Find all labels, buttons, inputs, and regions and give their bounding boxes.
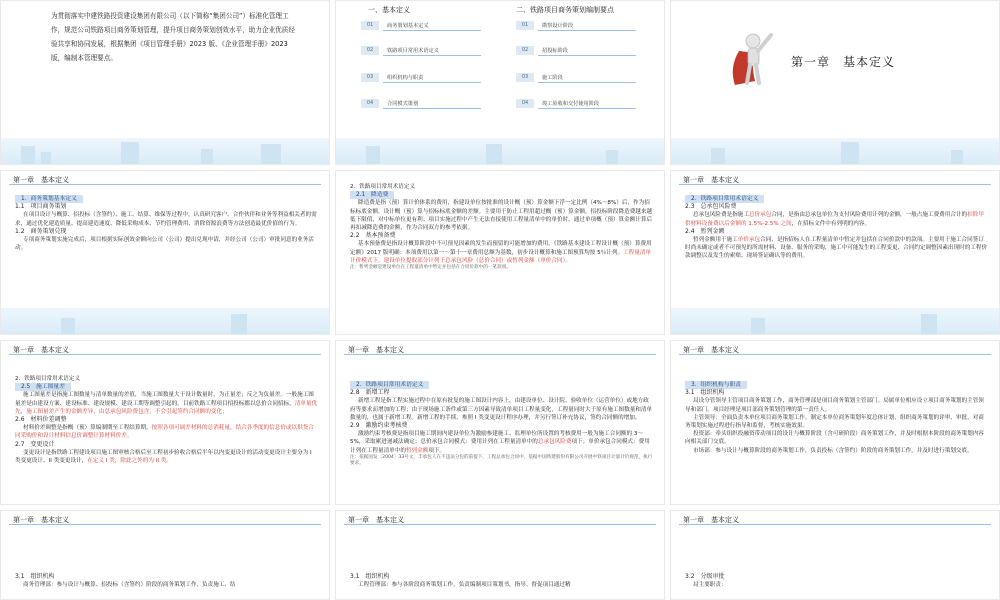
section-badge: 2．铁路项目常用术语定义 bbox=[685, 195, 764, 203]
slide-body: 2．铁路项目常用术语定义 2.5 施工图量差 施工图量差是指施工图数量与清单数量的差值，当施工图数量大于设计数量时，为正量差；反之为负量差。一般施工图量差是由建设方案、建设标准、建设规模、建设工期等调整引起的。目前铁路工程项目招投标都以总价合同招标，清单量优先，施工图量差产生的金额差异，由总承包风险费包含，不会引起签约合同额的变化； 2.6 材料价差调整 材料价差调整是指概（预）算编制期至工程结算期，按照各项可调差材料的总消耗量，结合各季度的信息价或以供货合同采购价和设计材料信息价调整计算材料价差。 2.7 变更设计 变更设计是指铁路工程建设项目施工图审核合格后至工程初步验收合格后半年以内变更设计的活动变更设计主要分为 I 类变更设计、II 类变更设计，在定义 I 类，除此之外的为 II 类。 bbox=[15, 376, 318, 465]
slide-header: 第一章 基本定义 bbox=[683, 516, 739, 524]
section-badge: 1．商务策划基本定义 bbox=[15, 195, 83, 203]
slide-header: 第一章 基本定义 bbox=[683, 346, 739, 354]
city-skyline bbox=[1, 138, 329, 164]
toc-item[interactable]: 03 组织机构与职责 bbox=[361, 73, 481, 82]
slide-header: 第一章 基本定义 bbox=[13, 346, 69, 354]
toc-item[interactable]: 02 铁路项目常用术语定义 bbox=[361, 46, 481, 55]
slide-body: 1．商务策划基本定义 1.1 项目商务策划 在项目设计与概算、招投标（含签约）、施工、结算、维保等过程中，认真研究客户、合作伙伴和业务等利益相关者的需求，通过优化建造质量、提高建造速度、降低采购成本、节约管理费用、消除资源浪费等方法创造最优价值的行为。 1.2 商务策划兑现 专项商务策划实施完成后，项目根据实际创效金额向公司（公司）提出兑现申请，并经公司（公司）审批同意的业务活动。 bbox=[15, 196, 317, 252]
toc-item[interactable]: 04 合同模式策划 bbox=[361, 99, 481, 108]
slide-8[interactable] bbox=[335, 340, 665, 505]
section-badge: 2.1 降造费 bbox=[350, 191, 394, 199]
section-badge: 2.5 施工图量差 bbox=[15, 383, 71, 391]
slide-header: 第一章 基本定义 bbox=[348, 346, 404, 354]
slide-12[interactable] bbox=[670, 510, 1000, 600]
toc-right-heading: 二、铁路项目商务策划编制要点 bbox=[516, 6, 614, 14]
toc-item[interactable]: 02 招投标阶段 bbox=[516, 46, 636, 55]
toc-item[interactable]: 01 勘察设计阶段 bbox=[516, 21, 636, 30]
intro-text: 为贯彻落实中建铁路投资建设集团有限公司（以下简称“集团公司”）标准化管理工作，规范公司铁路项目商务策划管理，提升项目商务策划创效水平，助力企业优质经验共享和协同发展，根据集团《项目管理手册》2023 版、《企业管理手册》2023 版，编制本管理要点。 bbox=[51, 12, 295, 62]
toc-item[interactable]: 04 竣工验收和交付使用阶段 bbox=[516, 99, 636, 108]
chapter-title: 第一章 基本定义 bbox=[791, 55, 896, 69]
slide-header: 第一章 基本定义 bbox=[683, 176, 739, 184]
toc-left-heading: 一、基本定义 bbox=[368, 6, 410, 14]
slide-3-chapter[interactable] bbox=[670, 0, 1000, 165]
slide-10[interactable] bbox=[0, 510, 330, 600]
city-skyline bbox=[1, 308, 329, 334]
slide-11[interactable] bbox=[335, 510, 665, 600]
section-badge: 3．组织机构与职责 bbox=[685, 381, 747, 389]
slide-5[interactable] bbox=[335, 170, 665, 335]
slide-7[interactable] bbox=[0, 340, 330, 505]
slide-body: 2．铁路项目常用术语定义 2.8 新增工程 新增工程是指工程实施过程中在原有批复的施工图设计内容上，由建设单位、设计院、验收单位（运营单位）或地方政府等要求而增加的工程；由于现场施工条件或第三方因素导致清单项目工程量变化，工程量同时大于原有施工图数量和清单数量的，也属于新增工程。新增工程的手续，参照 I 类变更设计程序办理，并另行签订补充协议，签约合同额的增加。 2.9 激励约束考核费 激励约束考核费是指项目施工期间内建设单位为激励参建施工、监理单位所设置的考核费用一般为施工合同额的 3～5%，采取累进递减法确定；总价承包合同模式：费用计列在工程量清单中的总承包风险费项下；单价承包合同模式：费用计列在工程量清单中的暂列金额项下。 注：依据国发〔2004〕33号文，丰承包人在不违法分包的前提下，工程总承包合同中，依据中国铁建股份有限公司开展中铁项目计量计价规范，执行要求。 bbox=[350, 382, 653, 466]
slide-header: 第一章 基本定义 bbox=[13, 516, 69, 524]
section-badge: 2．铁路项目常用术语定义 bbox=[350, 381, 429, 389]
toc-item[interactable]: 03 施工阶段 bbox=[516, 73, 636, 82]
slide-1[interactable] bbox=[0, 0, 330, 165]
slide-body: 3.1 组织机构 商务管理部：参与设计与概算、招投标（含签约）阶段的商务策划工作，负责施工、结 bbox=[15, 573, 236, 589]
slide-2-toc[interactable] bbox=[335, 0, 665, 165]
slide-header: 第一章 基本定义 bbox=[348, 516, 404, 524]
slide-body: 3.2 分级审批 局主要职责： bbox=[685, 573, 727, 589]
slide-4[interactable] bbox=[0, 170, 330, 335]
city-skyline bbox=[671, 138, 999, 164]
slide-9[interactable] bbox=[670, 340, 1000, 505]
city-skyline bbox=[336, 138, 664, 164]
slide-body: 3.1 组织机构 工程管理部：参与各阶段商务策划工作，负责编制项目策划书，指导、督促项目通过精 bbox=[350, 573, 571, 589]
slide-header: 第一章 基本定义 bbox=[13, 176, 69, 184]
superhero-figure-icon bbox=[721, 23, 781, 93]
slide-body: 2．铁路项目常用术语定义 2.3 总承包风险费 总承包风险费是指施工总价承包合同，是指由总承包单位为支付风险费用计列的金额，一般占施工费费用合计的扣除甲供材料设备费以后金额的 1.5%-2.5% 之间，在招标文件中有列明的内容。 2.4 暂列金额 暂列金额用于施工单价承包合同，是指招标人在工程量清单中暂定并包括在合同价款中的款项。主要用于施工合同签订时尚未确定或者不可预见的所需材料、设备、服务的采购，施工中可能发生的工程变更、合同约定调整因素出现时的工程价款调整以及发生的索赔、现场签证确认等的费用。 bbox=[685, 196, 988, 260]
slide-body: 2．铁路项目常用术语定义 2.1 降造费 降造费是指（预）算计价体系的费用，指建设单位按批准的设计概（预）算金额下浮一定比例（4%～8%）后，作为招标标底金额，设计概（预）算与招标标底金额的差额。主要用于防止工程用超过概（预）算金额，招投标阶段降造费越来越低下限值，对中标单位更有利；项目实施过程中产生无法直接使用工程量清单中的单价时，通过单项概（预）算金额计算后再扣减降造费的金额，作为合同双方的参考依据。 2.2 基本预备费 基本预备费是指设计概算阶段中不可预见因素的发生而预留的可能增加的费用。《铁路基本建设工程设计概（预）算费用定额》2017 版明确：本项费用以第一～第十一章费用总额为基数，初步设计概算和施工图预算均按 5％计列。工程量清单计价模式下，建设单位提取部分计列于总承包风险（总价合同）或暂列金额（单价合同）。 注：暂列金额是建设单位在工程量清单中暂定并包括在合同价款中的一笔款项。 bbox=[350, 184, 653, 271]
toc-item[interactable]: 01 商务策划基本定义 bbox=[361, 21, 481, 30]
slide-body: 3．组织机构与职责 3.1 组织机构 局设分管领导主管项目商务策划工作，商务管理部是项目商务策划主管部门。局属单位相应设立项目商务策划的主管领导和部门。项目经理是项目部商务策划管理的第一责任人。 主管领导：全面负责本单位项目商务策划工作。制定本单位商务策划年度总体计划，组织商务策划的评审、审批，对商务策划实施过程进行指导和监督，考核实施效果。 投资部：牵头组织投融资带动项目的设计与概算阶段（含可研阶段）商务策划工作，并及时根据本阶段的商务策划内容向相关部门交底。 市场部：参与设计与概算阶段的商务策划工作，负责投标（含签约）阶段的商务策划工作，并及时进行策划交底。 bbox=[685, 382, 984, 454]
slide-6[interactable] bbox=[670, 170, 1000, 335]
city-skyline bbox=[671, 308, 999, 334]
